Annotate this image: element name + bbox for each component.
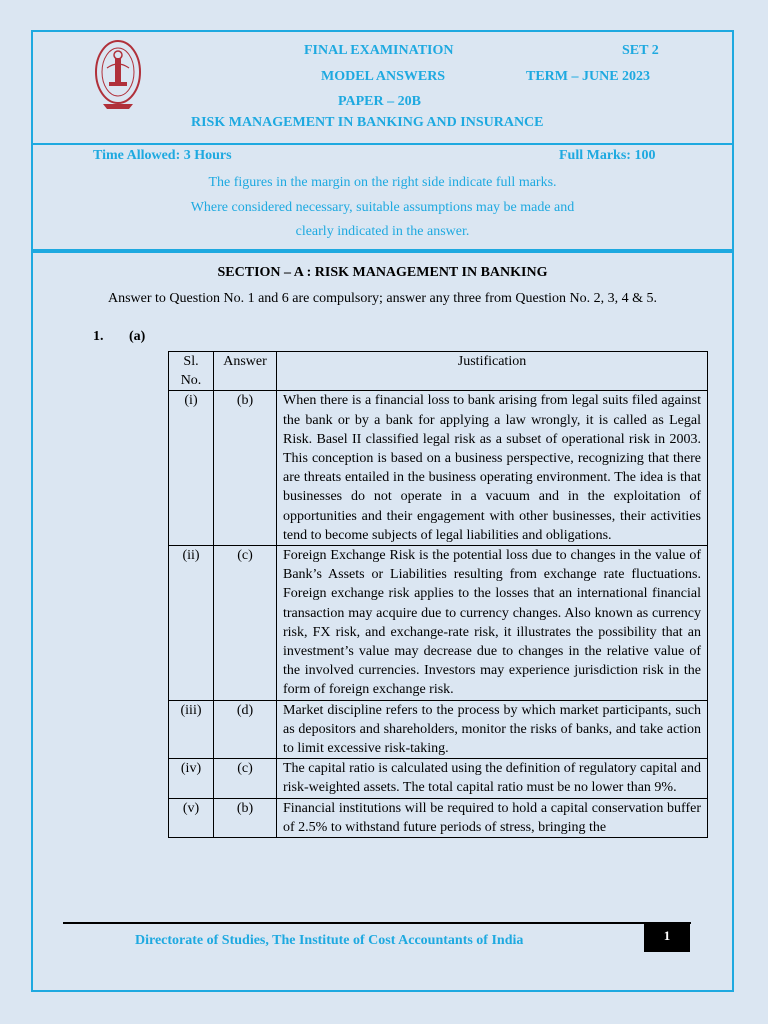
footer-text: Directorate of Studies, The Institute of Cost Accountants of India (135, 933, 524, 948)
row-sl: (iv) (169, 759, 214, 798)
row-justification: Financial institutions will be required to hold a capital conservation buffer of 2.5% to withstand future periods of stress, bringing the (277, 798, 708, 837)
instruction-line-1: The figures in the margin on the right side indicate full marks. (208, 175, 557, 190)
table-row (169, 759, 708, 798)
footer-divider (63, 922, 691, 924)
header-sl-no: Sl. No. (169, 352, 214, 391)
header-answer: Answer (214, 352, 277, 391)
row-sl: (iii) (169, 700, 214, 759)
divider (33, 251, 732, 253)
table-header-row (169, 352, 708, 391)
row-justification: When there is a financial loss to bank arising from legal suits filed against the bank or by a bank for applying a law wrongly, it is called as Legal Risk. Basel II classified legal risk as a subset of operational risk in 2003. This conception is based on a business perspective, recognizing that there are threats entailed in the business operating environment. The idea is that businesses do not operate in a vacuum and in the exploitation of opportunities and their engagement with other businesses, their activities tend to become subjects of legal liabilities and obligations. (277, 391, 708, 546)
row-sl: (i) (169, 391, 214, 546)
table-row (169, 391, 708, 546)
page-number: 1 (644, 922, 690, 952)
section-instruction: Answer to Question No. 1 and 6 are compulsory; answer any three from Question No. 2, 3, 4 & 5. (107, 291, 657, 306)
full-marks: Full Marks: 100 (559, 148, 656, 163)
question-part: (a) (129, 329, 146, 344)
model-answers-title: MODEL ANSWERS (321, 69, 446, 84)
header-justification: Justification (277, 352, 708, 391)
set-number: SET 2 (622, 43, 659, 58)
row-justification: Market discipline refers to the process by which market participants, such as depositors and shareholders, monitor the risks of banks, and take action to limit excessive risk-taking. (277, 700, 708, 759)
exam-header (33, 32, 732, 145)
row-answer: (b) (214, 798, 277, 837)
time-allowed: Time Allowed: 3 Hours (93, 148, 232, 163)
row-justification: The capital ratio is calculated using the definition of regulatory capital and risk-weighted assets. The total capital ratio must be no lower than 9%. (277, 759, 708, 798)
row-answer: (c) (214, 546, 277, 701)
page-frame (31, 30, 734, 992)
answer-table (168, 351, 708, 838)
exam-info-box (33, 145, 732, 251)
row-sl: (v) (169, 798, 214, 837)
table-row (169, 546, 708, 701)
section-title: SECTION – A : RISK MANAGEMENT IN BANKING (217, 265, 548, 280)
table-row (169, 700, 708, 759)
question-number: 1. (93, 329, 104, 344)
exam-title: FINAL EXAMINATION (304, 43, 454, 58)
instruction-line-2: Where considered necessary, suitable assumptions may be made and (190, 200, 575, 215)
row-answer: (b) (214, 391, 277, 546)
row-answer: (c) (214, 759, 277, 798)
paper-number: PAPER – 20B (338, 94, 421, 109)
table-row (169, 798, 708, 837)
row-answer: (d) (214, 700, 277, 759)
subject-title: RISK MANAGEMENT IN BANKING AND INSURANCE (191, 115, 544, 130)
row-sl: (ii) (169, 546, 214, 701)
institute-logo-icon (93, 38, 143, 110)
row-justification: Foreign Exchange Risk is the potential loss due to changes in the value of Bank’s Assets or Liabilities resulting from exchange rate fluctuations. Foreign exchange risk applies to the losses that an international financial transaction may acquire due to currency changes. Also known as currency risk, FX risk, and exchange-rate risk, it illustrates the possibility that an investment’s value may decrease due to changes in the relative value of the involved currencies. Investors may experience jurisdiction risk in the form of foreign exchange risk. (277, 546, 708, 701)
term-label: TERM – JUNE 2023 (526, 69, 651, 84)
instruction-line-3: clearly indicated in the answer. (295, 224, 470, 239)
